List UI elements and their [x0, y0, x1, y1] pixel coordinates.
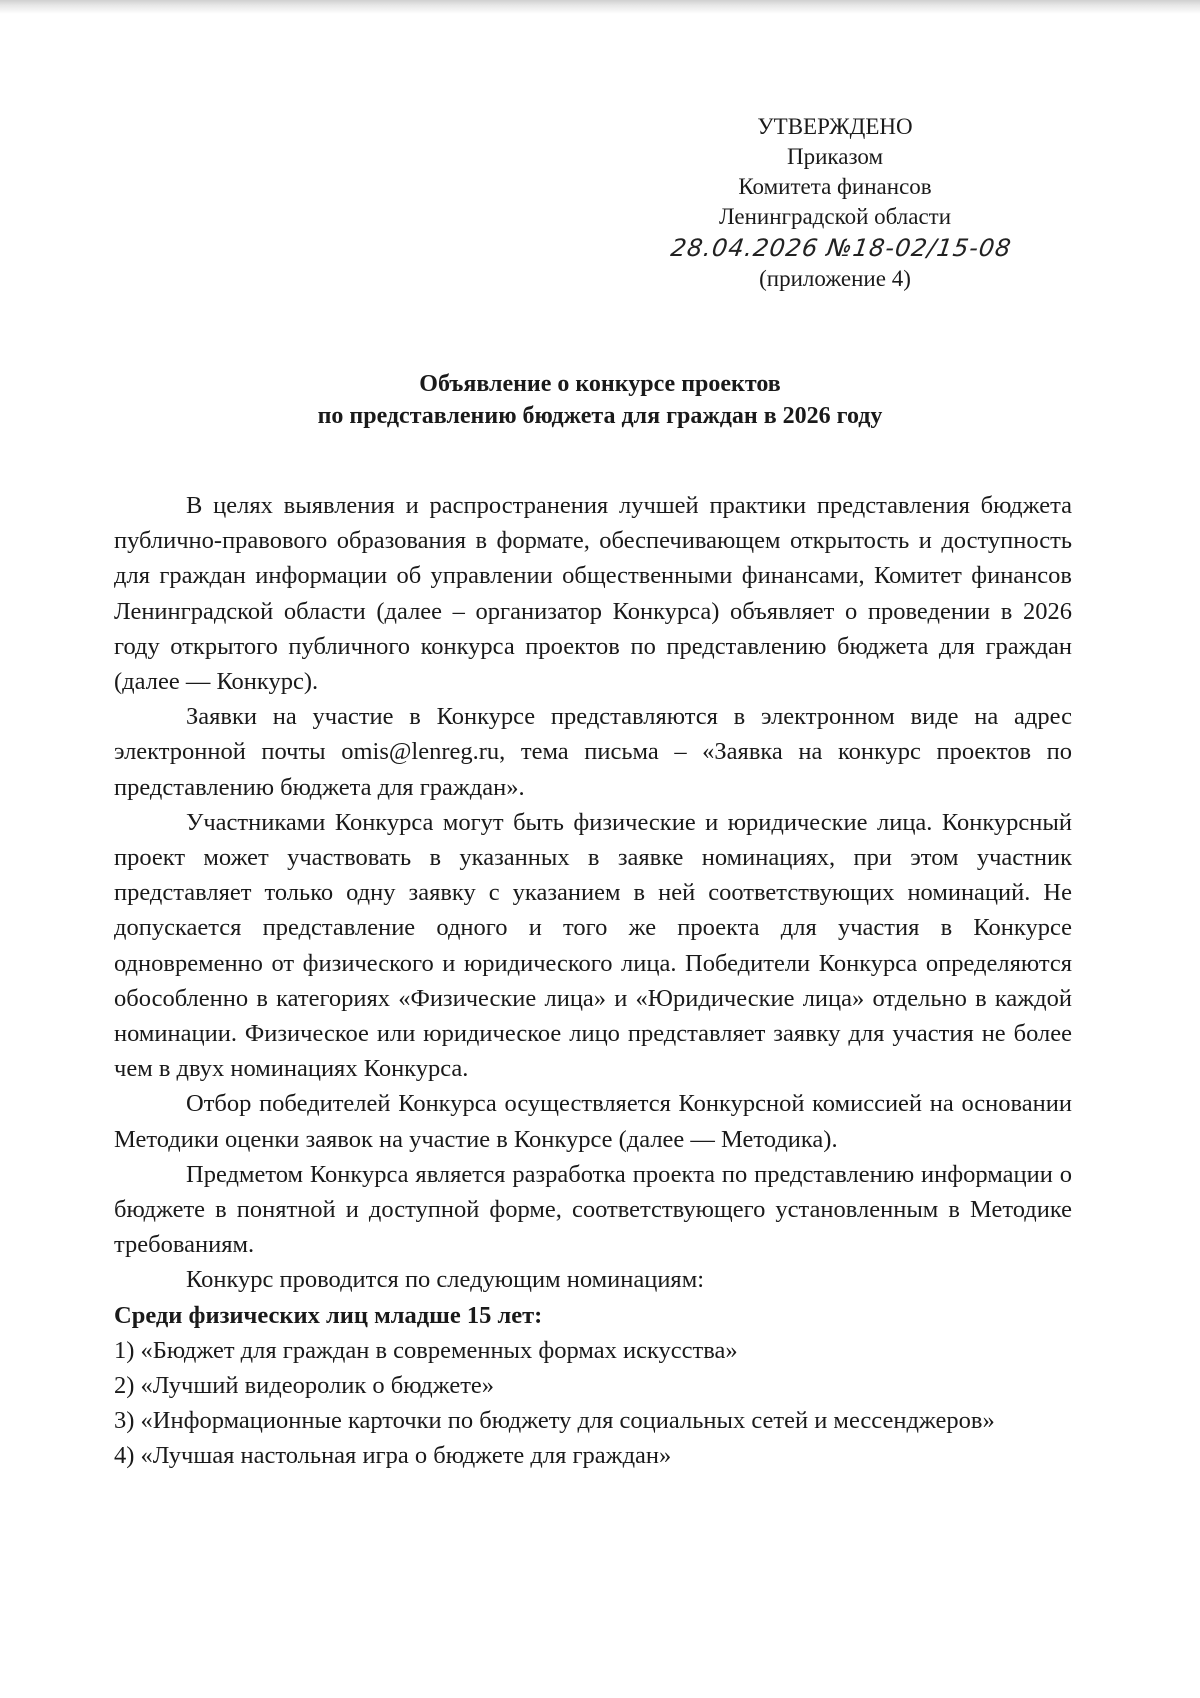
nomination-item: 3) «Информационные карточки по бюджету для социальных сетей и мессенджеров» [114, 1407, 995, 1435]
approval-committee: Комитета финансов [738, 174, 932, 199]
nominations-heading: Среди физических лиц младше 15 лет: [114, 1301, 543, 1329]
title-line-2: по представлению бюджета для граждан в 2026 году [317, 403, 883, 429]
nomination-item: 4) «Лучшая настольная игра о бюджете для граждан» [114, 1442, 672, 1470]
nomination-item: 1) «Бюджет для граждан в современных формах искусства» [114, 1336, 738, 1364]
approval-region: Ленинградской области [718, 204, 952, 229]
title-line-1: Объявление о конкурсе проектов [419, 371, 781, 397]
paragraph-applications: Заявки на участие в Конкурсе представляются в электронном виде на адрес электронной почты omis@lenreg.ru, тема письма – «Заявка на конкурс проектов по представлению бюджета для граждан». [114, 703, 1072, 801]
approval-block [620, 112, 1050, 294]
handwritten-date-number: 28.04.2026 №18-02/15-08 [668, 234, 1014, 262]
paragraph-nominations-intro: Конкурс проводится по следующим номинациям: [186, 1266, 705, 1294]
nomination-item: 2) «Лучший видеоролик о бюджете» [114, 1372, 495, 1400]
approval-heading: УТВЕРЖДЕНО [757, 114, 913, 139]
paragraph-selection: Отбор победителей Конкурса осуществляется Конкурсной комиссией на основании Методики оценки заявок на участие в Конкурсе (далее — Методика). [114, 1090, 1072, 1153]
document-title [112, 368, 1088, 432]
document-body [114, 488, 1072, 1474]
scan-top-edge [0, 0, 1200, 14]
paragraph-purpose: В целях выявления и распространения лучшей практики представления бюджета публично-правового образования в формате, обеспечивающем открытость и доступность для граждан информации об управлении общественными финансами, Комитет финансов Ленинградской области (далее – организатор Конкурса) объявляет о проведении в 2026 году открытого публичного конкурса проектов по представлению бюджета для граждан (далее — Конкурс). [114, 492, 1072, 696]
paragraph-participants: Участниками Конкурса могут быть физические и юридические лица. Конкурсный проект может участвовать в указанных в заявке номинациях, при этом участник представляет только одну заявку с указанием в ней соответствующих номинаций. Не допускается представление одного и того же проекта для участия в Конкурсе одновременно от физического и юридического лица. Победители Конкурса определяются обособленно в категориях «Физические лица» и «Юридические лица» отдельно в каждой номинации. Физическое или юридическое лицо представляет заявку для участия не более чем в двух номинациях Конкурса. [114, 808, 1072, 1083]
paragraph-subject: Предметом Конкурса является разработка проекта по представлению информации о бюджете в понятной и доступной форме, соответствующего установленным в Методике требованиям. [114, 1160, 1072, 1259]
nominations-list [114, 1333, 1072, 1474]
approval-appendix: (приложение 4) [759, 266, 911, 291]
approval-order: Приказом [786, 144, 884, 169]
